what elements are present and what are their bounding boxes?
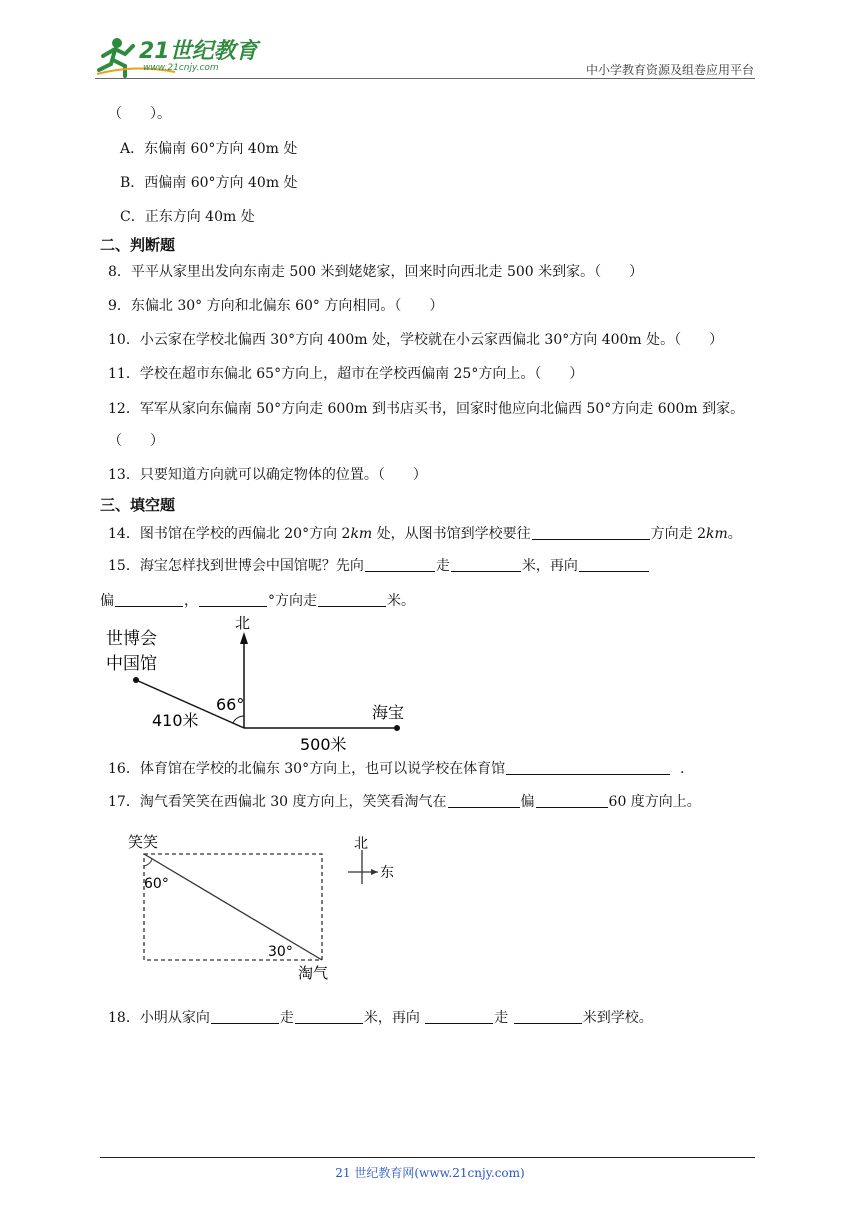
answer-blank[interactable] bbox=[425, 1009, 493, 1024]
question-9: 9．东偏北 30° 方向和北偏东 60° 方向相同。（ ） bbox=[108, 298, 444, 314]
haibao-label: 海宝 bbox=[372, 703, 405, 722]
question-12-paren: （ ） bbox=[108, 433, 164, 449]
header-divider bbox=[95, 78, 755, 79]
answer-blank[interactable] bbox=[318, 592, 386, 607]
logo-text: 21世纪教育 bbox=[139, 39, 258, 64]
pavilion-label-2: 中国馆 bbox=[106, 654, 157, 674]
section-heading-judge: 二、判断题 bbox=[100, 236, 176, 254]
answer-blank[interactable] bbox=[514, 1009, 582, 1024]
q18-text-a: 18．小明从家向 bbox=[108, 1010, 210, 1026]
answer-blank[interactable] bbox=[211, 1009, 279, 1024]
distance-label-2: 500米 bbox=[300, 735, 347, 754]
q15-text-a: 15．海宝怎样找到世博会中国馆呢？先向 bbox=[108, 558, 364, 574]
site-logo bbox=[95, 34, 265, 78]
haibao-point bbox=[394, 725, 400, 731]
question-17 bbox=[108, 792, 701, 812]
q15-text-f: °方向走 bbox=[268, 593, 317, 609]
q7-answer-paren: （ ）。 bbox=[108, 106, 171, 122]
taoqi-label: 淘气 bbox=[298, 964, 329, 982]
answer-blank[interactable] bbox=[536, 793, 608, 808]
q18-text-d: 走 bbox=[494, 1010, 513, 1026]
answer-blank[interactable] bbox=[451, 557, 521, 572]
q16-text-a: 16．体育馆在学校的北偏东 30°方向上，也可以说学校在体育馆 bbox=[108, 761, 506, 777]
q18-text-c: 米，再向 bbox=[363, 1010, 425, 1026]
footer-divider bbox=[100, 1157, 755, 1158]
footer-link[interactable]: 21 世纪教育网(www.21cnjy.com) bbox=[335, 1166, 525, 1180]
answer-blank[interactable] bbox=[532, 525, 650, 540]
q15-text-e: ， bbox=[184, 593, 198, 609]
q15-text-c: 米，再向 bbox=[521, 558, 578, 574]
question-15 bbox=[108, 556, 650, 576]
q7-option-b: B．西偏南 60°方向 40m 处 bbox=[120, 175, 298, 191]
question-18 bbox=[108, 1008, 653, 1028]
question-14 bbox=[108, 524, 742, 544]
q14-text-d: 。 bbox=[727, 526, 742, 542]
q17-text-c: 60 度方向上。 bbox=[608, 794, 701, 810]
answer-blank[interactable] bbox=[448, 793, 520, 808]
q18-text-b: 走 bbox=[279, 1010, 294, 1026]
angle-label: 66° bbox=[216, 695, 245, 714]
q16-text-b: . bbox=[679, 761, 685, 777]
angle-arc bbox=[233, 716, 244, 723]
question-16 bbox=[108, 759, 684, 779]
answer-blank[interactable] bbox=[365, 557, 435, 572]
answer-blank[interactable] bbox=[115, 592, 183, 607]
q14-text-a: 14．图书馆在学校的西偏北 20°方向 2 bbox=[108, 526, 351, 542]
q14-text-b: 处，从图书馆到学校要往 bbox=[372, 526, 531, 542]
compass-east-label: 东 bbox=[380, 865, 394, 881]
q18-text-e: 米到学校。 bbox=[582, 1010, 653, 1026]
question-8: 8．平平从家里出发向东南走 500 米到姥姥家，回来时向西北走 500 米到家。（ ） bbox=[108, 264, 644, 280]
compass-north-label: 北 bbox=[354, 836, 368, 852]
q7-option-a: A．东偏南 60°方向 40m 处 bbox=[120, 141, 298, 157]
question-10: 10．小云家在学校北偏西 30°方向 400m 处，学校就在小云家西偏北 30°方向 400m 处。（ ） bbox=[108, 332, 724, 348]
answer-blank[interactable] bbox=[199, 592, 267, 607]
q14-text-c: 方向走 2 bbox=[650, 526, 707, 542]
q17-text-a: 17．淘气看笑笑在西偏北 30 度方向上，笑笑看淘气在 bbox=[108, 794, 447, 810]
section-heading-fill: 三、填空题 bbox=[100, 496, 176, 514]
answer-blank[interactable] bbox=[506, 760, 670, 775]
q14-unit: km bbox=[350, 526, 373, 542]
diagonal-line bbox=[144, 854, 322, 960]
xiaoxiao-label: 笑笑 bbox=[128, 833, 159, 851]
logo-url: www.21cnjy.com bbox=[143, 63, 219, 73]
north-label: 北 bbox=[235, 614, 251, 632]
answer-blank[interactable] bbox=[295, 1009, 363, 1024]
q15-text-g: 米。 bbox=[387, 593, 415, 609]
direction-figure-1 bbox=[100, 612, 420, 757]
question-12: 12．军军从家向东偏南 50°方向走 600m 到书店买书，回家时他应向北偏西 50°方向走 600m 到家。 bbox=[108, 401, 745, 417]
distance-label-1: 410米 bbox=[152, 711, 199, 730]
q17-text-b: 偏 bbox=[520, 794, 535, 810]
question-11: 11．学校在超市东偏北 65°方向上，超市在学校西偏南 25°方向上。（ ） bbox=[108, 366, 584, 382]
pavilion-label-1: 世博会 bbox=[106, 629, 157, 649]
q15-text-b: 走 bbox=[435, 558, 450, 574]
angle-arc-top bbox=[144, 859, 152, 866]
answer-blank[interactable] bbox=[579, 557, 649, 572]
q14-unit: km bbox=[706, 526, 728, 542]
q15-text-d: 偏 bbox=[100, 593, 114, 609]
platform-name: 中小学教育资源及组卷应用平台 bbox=[585, 63, 754, 77]
east-arrowhead-icon bbox=[371, 869, 378, 875]
pavilion-point bbox=[133, 677, 139, 683]
q7-option-c: C．正东方向 40m 处 bbox=[120, 209, 255, 225]
angle-label-60: 60° bbox=[144, 876, 169, 892]
question-15-line2 bbox=[100, 591, 415, 611]
question-13: 13．只要知道方向就可以确定物体的位置。（ ） bbox=[108, 467, 427, 483]
direction-figure-2 bbox=[126, 830, 416, 985]
north-arrowhead-icon bbox=[240, 632, 248, 644]
angle-label-30: 30° bbox=[268, 944, 293, 960]
